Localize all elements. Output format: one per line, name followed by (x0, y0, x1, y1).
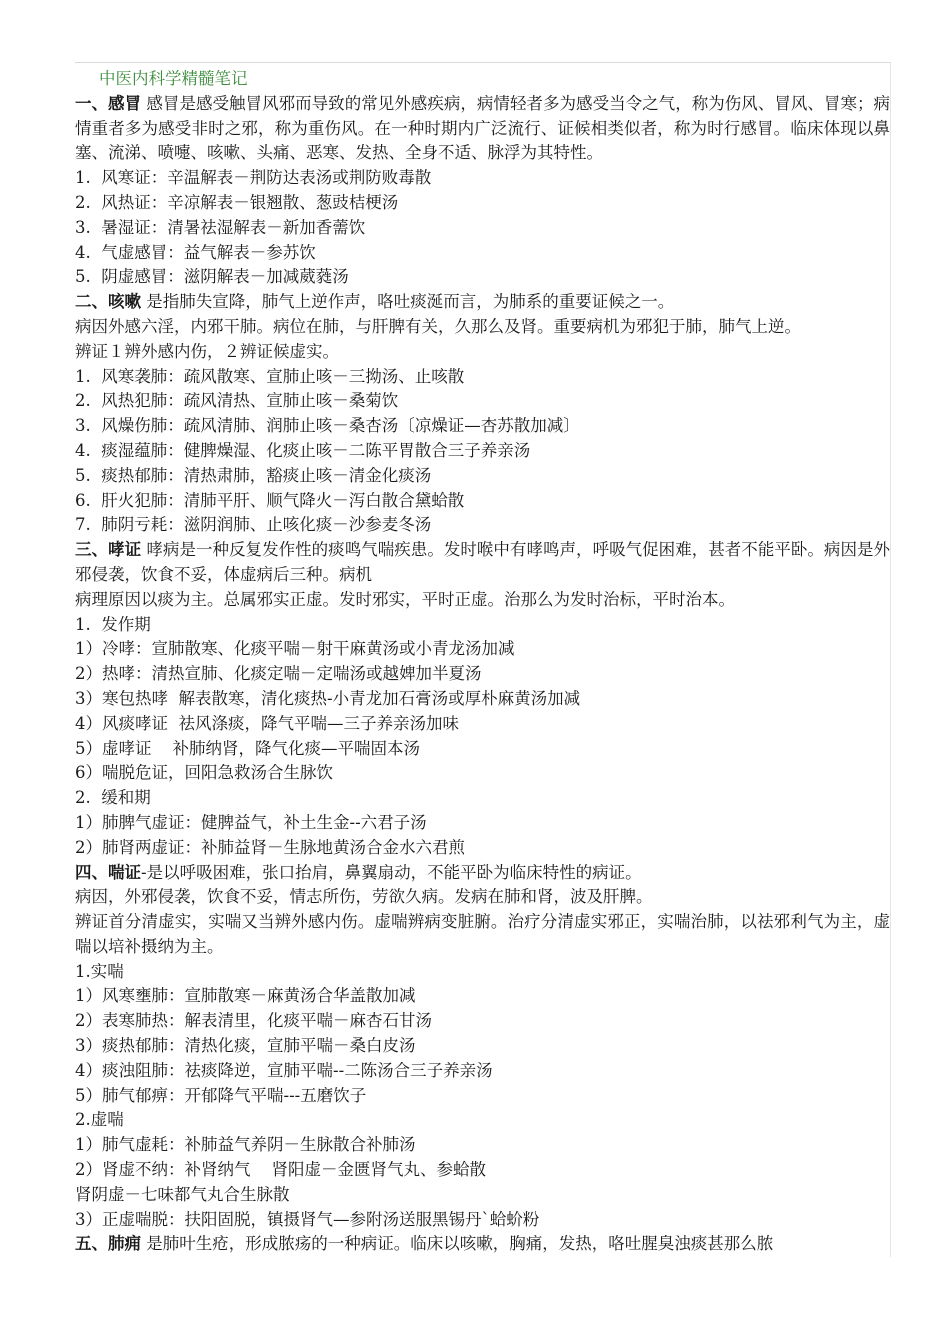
chuan-differentiation: 辨证首分清虚实，实喘又当辨外感内伤。虚喘辨病变脏腑。治疗分清虚实邪正，实喘治肺，以祛邪利气为主，虚喘以培补摄纳为主。 (75, 912, 890, 956)
list-item: 5）虚哮证 补肺纳肾，降气化痰—平喘固本汤 (75, 738, 420, 758)
feiyong-intro: 五、肺痈 是肺叶生疮，形成脓疡的一种病证。临床以咳嗽，胸痛，发热，咯吐腥臭浊痰甚那么脓 (75, 1234, 774, 1254)
list-item: 1. 发作期 (75, 614, 151, 634)
list-item: 5. 阴虚感冒：滋阴解表－加减葳蕤汤 (75, 267, 349, 287)
list-item: 肾阴虚－七味都气丸合生脉散 (75, 1184, 290, 1204)
list-item: 2）肺肾两虚证：补肺益肾－生脉地黄汤合金水六君煎 (75, 837, 465, 857)
kesou-heading: 二、咳嗽 (75, 292, 141, 312)
list-item: 6. 肝火犯肺：清肺平肝、顺气降火－泻白散合黛蛤散 (75, 490, 465, 510)
list-item: 3. 风燥伤肺：疏风清肺、润肺止咳－桑杏汤〔凉燥证—杏苏散加减〕 (75, 416, 580, 436)
list-item: 4. 痰湿蕴肺：健脾燥湿、化痰止咳－二陈平胃散合三子养亲汤 (75, 440, 531, 460)
list-item: 2.虚喘 (75, 1110, 124, 1130)
list-item: 1.实喘 (75, 961, 124, 981)
list-item: 2. 风热犯肺：疏风清热、宣肺止咳－桑菊饮 (75, 391, 399, 411)
list-item: 1）肺脾气虚证：健脾益气，补土生金--六君子汤 (75, 812, 427, 832)
xiao-pathology: 病理原因以痰为主。总属邪实正虚。发时邪实，平时正虚。治那么为发时治标，平时治本。 (75, 589, 735, 609)
list-item: 2）表寒肺热：解表清里，化痰平喘－麻杏石甘汤 (75, 1011, 432, 1031)
xiao-heading: 三、哮证 (75, 540, 142, 560)
list-item: 3）正虚喘脱：扶阳固脱，镇摄肾气—参附汤送服黑锡丹`蛤蚧粉 (75, 1209, 540, 1229)
ganmao-heading: 一、感冒 (75, 93, 142, 113)
list-item: 4. 气虚感冒：益气解表－参苏饮 (75, 242, 316, 262)
document-page (75, 62, 891, 1257)
list-item: 1）冷哮：宣肺散寒、化痰平喘－射干麻黄汤或小青龙汤加减 (75, 639, 515, 659)
list-item: 4）痰浊阻肺：祛痰降逆，宣肺平喘--二陈汤合三子养亲汤 (75, 1060, 493, 1080)
list-item: 2. 缓和期 (75, 788, 151, 808)
kesou-differentiation: 辨证１辨外感内伤，２辨证候虚实。 (75, 341, 339, 361)
list-item: 4）风痰哮证 祛风涤痰，降气平喘—三子养亲汤加味 (75, 713, 459, 733)
xiao-intro: 三、哮证 哮病是一种反复发作性的痰鸣气喘疾患。发时喉中有哮鸣声，呼吸气促困难，甚者不能平卧。病因是外邪侵袭，饮食不妥，体虚病后三种。病机 (75, 540, 891, 584)
list-item: 1. 风寒袭肺：疏风散寒、宣肺止咳－三拗汤、止咳散 (75, 366, 465, 386)
list-item: 2）热哮：清热宣肺、化痰定喘－定喘汤或越婢加半夏汤 (75, 664, 482, 684)
chuan-heading: 四、喘证 (75, 862, 141, 882)
list-item: 6）喘脱危证，回阳急救汤合生脉饮 (75, 763, 333, 783)
list-item: 2. 风热证：辛凉解表－银翘散、葱豉桔梗汤 (75, 192, 399, 212)
chuan-etiology: 病因，外邪侵袭，饮食不妥，情志所伤，劳欲久病。发病在肺和肾，波及肝脾。 (75, 887, 653, 907)
list-item: 5）肺气郁痹：开郁降气平喘---五磨饮子 (75, 1085, 367, 1105)
list-item: 1）肺气虚耗：补肺益气养阴－生脉散合补肺汤 (75, 1135, 416, 1155)
list-item: 7. 肺阴亏耗：滋阴润肺、止咳化痰－沙参麦冬汤 (75, 515, 432, 535)
feiyong-heading: 五、肺痈 (75, 1234, 141, 1254)
ganmao-intro: 一、感冒 感冒是感受触冒风邪而导致的常见外感疾病，病情轻者多为感受当令之气，称为伤风、冒风、冒寒；病情重者多为感受非时之邪，称为重伤风。在一种时期内广泛流行、证候相类似者，称为时行感冒。临床体现以鼻塞、流涕、喷嚏、咳嗽、头痛、恶寒、发热、全身不适、脉浮为其特性。 (75, 93, 891, 163)
kesou-etiology: 病因外感六淫，内邪干肺。病位在肺，与肝脾有关，久那么及肾。重要病机为邪犯于肺，肺气上逆。 (75, 316, 801, 336)
list-item: 1. 风寒证：辛温解表－荆防达表汤或荆防败毒散 (75, 168, 432, 188)
document-title: 中医内科学精髓笔记 (99, 69, 248, 88)
list-item: 1）风寒壅肺：宣肺散寒－麻黄汤合华盖散加减 (75, 986, 416, 1006)
kesou-intro: 二、咳嗽 是指肺失宣降，肺气上逆作声，咯吐痰涎而言，为肺系的重要证候之一。 (75, 292, 675, 312)
list-item: 3）寒包热哮 解表散寒，清化痰热-小青龙加石膏汤或厚朴麻黄汤加减 (75, 688, 581, 708)
list-item: 5. 痰热郁肺：清热肃肺，豁痰止咳－清金化痰汤 (75, 465, 432, 485)
chuan-intro: 四、喘证-是以呼吸困难，张口抬肩，鼻翼扇动，不能平卧为临床特性的病证。 (75, 862, 642, 882)
list-item: 3）痰热郁肺：清热化痰，宣肺平喘－桑白皮汤 (75, 1036, 416, 1056)
list-item: 2）肾虚不纳：补肾纳气 肾阳虚－金匮肾气丸、参蛤散 (75, 1160, 486, 1180)
list-item: 3. 暑湿证：清暑祛湿解表－新加香薷饮 (75, 217, 366, 237)
